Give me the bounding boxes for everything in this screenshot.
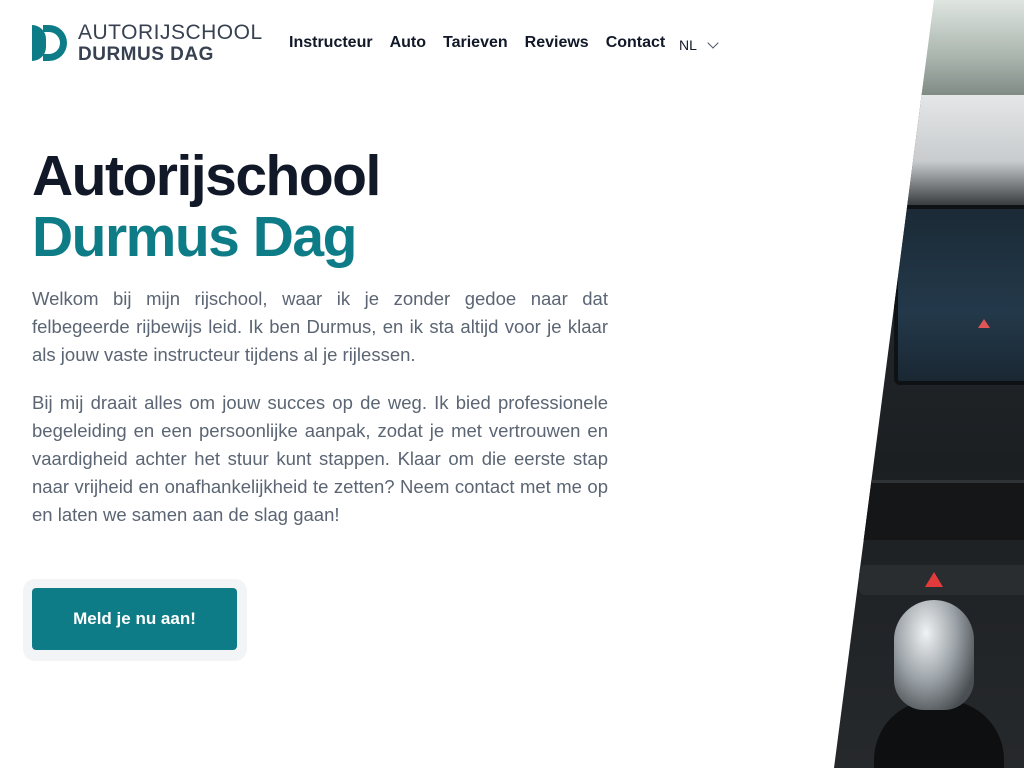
signup-button[interactable]: Meld je nu aan!	[32, 588, 237, 650]
gear-knob-icon	[894, 600, 974, 710]
logo-d-icon	[32, 23, 68, 63]
nav-item-instructeur[interactable]: Instructeur	[289, 34, 373, 51]
hero-title-line-2: Durmus Dag	[32, 205, 356, 269]
nav-item-tarieven[interactable]: Tarieven	[443, 34, 508, 51]
car-interior-image	[834, 0, 1024, 768]
language-selector[interactable]	[679, 37, 717, 53]
logo-line-1: AUTORIJSCHOOL	[78, 21, 263, 44]
main-nav	[289, 34, 665, 52]
chevron-down-icon	[707, 37, 718, 48]
hero-title-line-1: Autorijschool	[32, 144, 380, 208]
hazard-icon	[925, 572, 943, 587]
nav-item-reviews[interactable]: Reviews	[524, 34, 589, 51]
nav-item-auto[interactable]: Auto	[389, 34, 427, 51]
intro-paragraph: Welkom bij mijn rijschool, waar ik je zonder gedoe naar dat felbegeerde rijbewijs leid. Ik ben Durmus, en ik sta altijd voor je klaar als jouw vaste instructeur tijdens al je rijlessen.	[32, 288, 608, 365]
logo-line-2: DURMUS DAG	[78, 44, 214, 65]
site-logo[interactable]	[32, 22, 263, 64]
nav-item-contact[interactable]: Contact	[605, 34, 666, 51]
hero-title	[32, 146, 380, 268]
language-label: NL	[679, 37, 697, 53]
detail-paragraph: Bij mij draait alles om jouw succes op de weg. Ik bied professionele begeleiding en een persoonlijke aanpak, zodat je met vertrouwen en vaardigheid achter het stuur kunt stappen. Klaar om die eerste stap naar vrijheid en onafhankelijkheid te zetten? Neem contact met me op en laten we samen aan de slag gaan!	[32, 392, 608, 525]
